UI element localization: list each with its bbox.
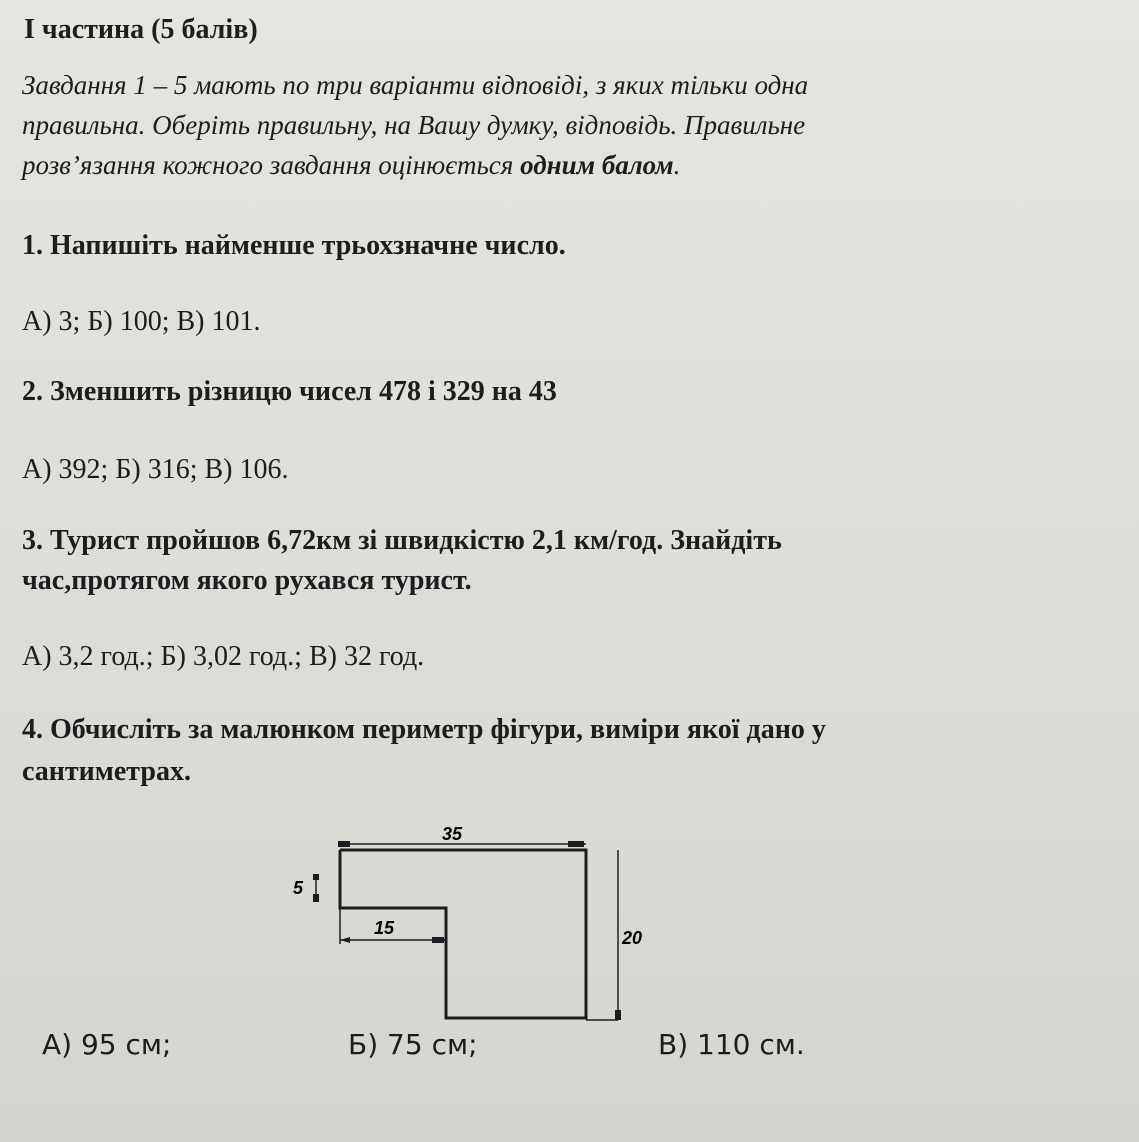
question-4-answer-b: Б) 75 см; bbox=[348, 1028, 478, 1061]
question-1-answers: А) 3; Б) 100; В) 101. bbox=[22, 306, 261, 337]
instructions-text: розв’язання кожного завдання оцінюється bbox=[22, 150, 521, 180]
question-3-answers: А) 3,2 год.; Б) 3,02 год.; В) 32 год. bbox=[22, 641, 425, 672]
question-2-answers: А) 392; Б) 316; В) 106. bbox=[22, 454, 289, 485]
dimension-left-label: 5 bbox=[292, 878, 304, 898]
question-3-line-1: 3. Турист пройшов 6,72км зі швидкістю 2,1 км/год. Знайдіть bbox=[22, 525, 782, 556]
instructions-emphasis: одним балом bbox=[520, 150, 674, 180]
question-4-answer-c: В) 110 см. bbox=[658, 1028, 805, 1061]
instructions-line-3 bbox=[22, 150, 680, 181]
question-4-line-1: 4. Обчисліть за малюнком периметр фігури, виміри якої дано у bbox=[22, 714, 826, 745]
instructions-period: . bbox=[673, 150, 681, 180]
question-3-line-2: час,протягом якого рухався турист. bbox=[22, 565, 472, 596]
question-2: 2. Зменшить різницю чисел 478 і 329 на 43 bbox=[22, 376, 557, 407]
dimension-top-label: 35 bbox=[441, 824, 463, 844]
instructions-line-1: Завдання 1 – 5 мають по три варіанти відповіді, з яких тільки одна bbox=[22, 70, 809, 100]
dimension-inner-label: 15 bbox=[373, 918, 395, 938]
question-4-answer-a: А) 95 см; bbox=[42, 1028, 172, 1061]
perimeter-figure bbox=[280, 822, 643, 1032]
question-4-line-2: сантиметрах. bbox=[22, 756, 191, 787]
section-heading: І частина (5 балів) bbox=[24, 14, 258, 45]
dimension-right-label: 20 bbox=[621, 928, 643, 948]
question-1: 1. Напишіть найменше трьохзначне число. bbox=[22, 230, 566, 261]
instructions-line-2: правильна. Оберіть правильну, на Вашу думку, відповідь. Правильне bbox=[22, 110, 806, 140]
